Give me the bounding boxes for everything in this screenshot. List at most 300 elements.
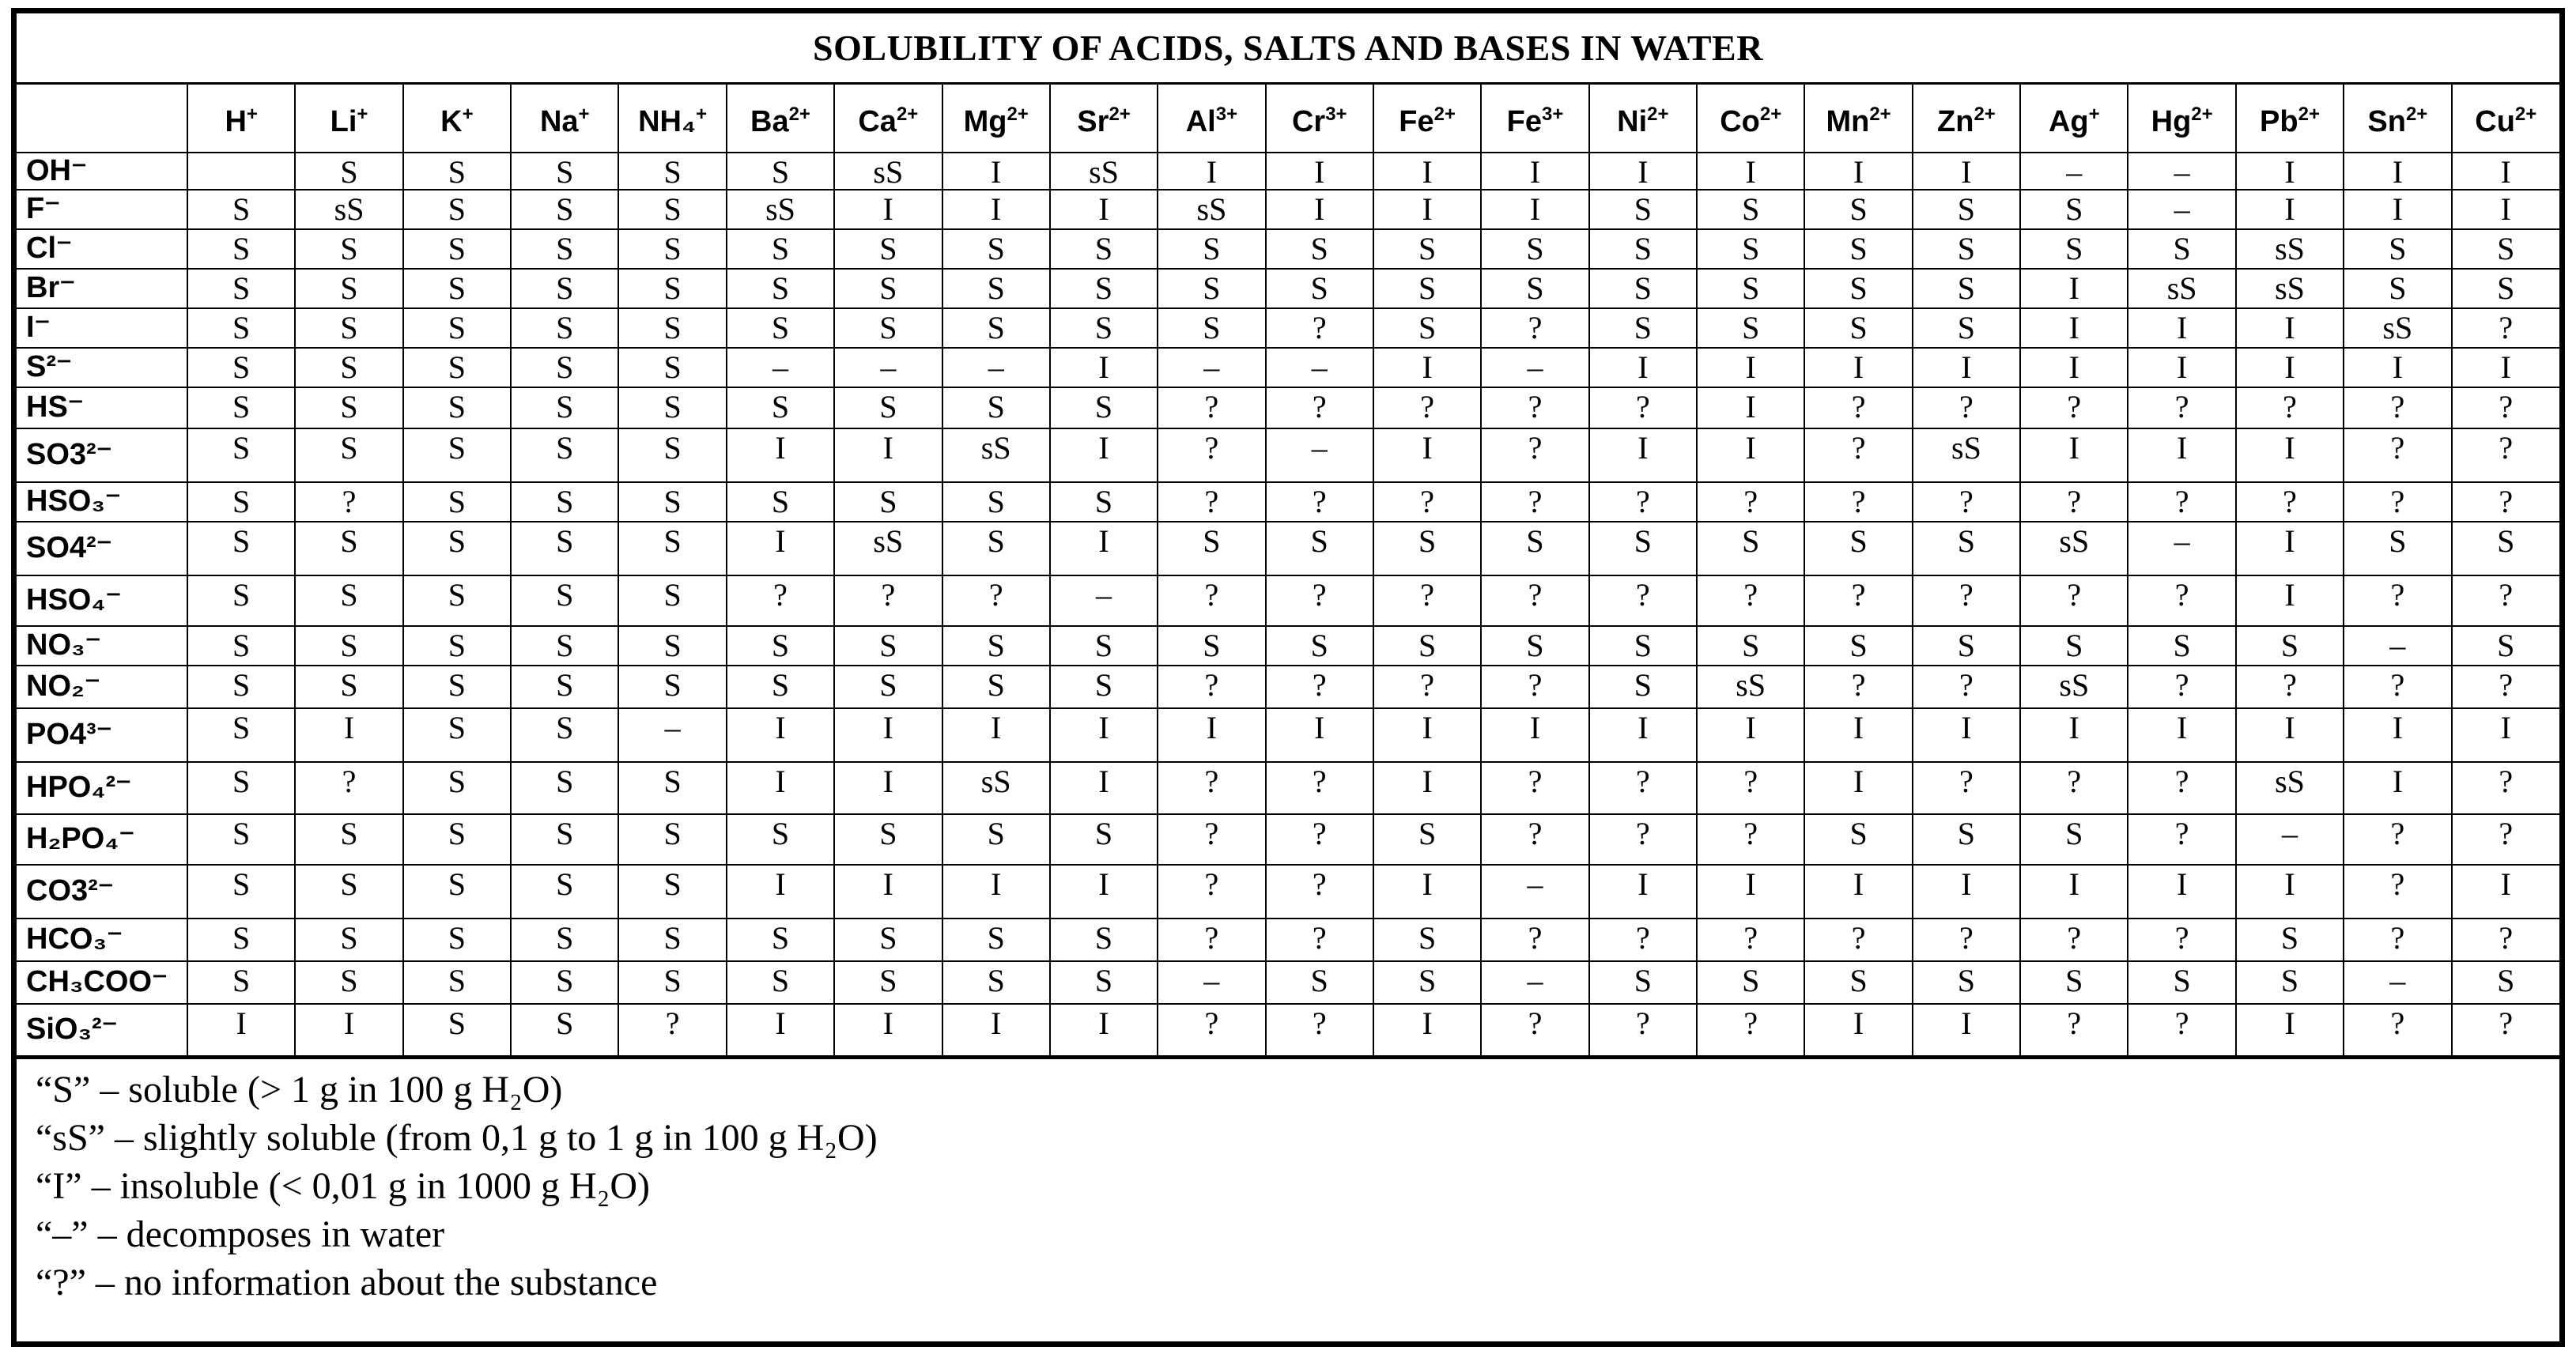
anion-label: NO₂⁻ (17, 666, 187, 708)
cation-symbol: Co (1720, 105, 1760, 139)
solubility-cell: S (403, 626, 511, 666)
solubility-cell: ? (1158, 865, 1265, 919)
solubility-cell: ? (1158, 387, 1265, 428)
solubility-cell: S (1158, 522, 1265, 575)
cation-header (2452, 85, 2559, 153)
cation-symbol: NH₄ (638, 105, 697, 139)
table-row (17, 814, 2559, 865)
solubility-cell: ? (2020, 1004, 2128, 1056)
solubility-cell: S (403, 308, 511, 348)
anion-label: NO₃⁻ (17, 626, 187, 666)
solubility-cell: I (2128, 865, 2235, 919)
solubility-cell: ? (618, 1004, 726, 1056)
table-row (17, 762, 2559, 814)
cation-header (942, 85, 1050, 153)
solubility-cell: ? (1913, 387, 2020, 428)
solubility-cell: S (2020, 814, 2128, 865)
cation-charge: + (2088, 104, 2100, 126)
solubility-cell: – (727, 348, 834, 387)
solubility-cell: S (1913, 522, 2020, 575)
solubility-cell: S (618, 626, 726, 666)
solubility-cell: – (1158, 961, 1265, 1004)
solubility-cell: S (403, 865, 511, 919)
solubility-cell: sS (2344, 308, 2451, 348)
solubility-cell: S (2452, 522, 2559, 575)
solubility-cell: ? (2128, 762, 2235, 814)
solubility-cell: S (727, 626, 834, 666)
solubility-cell: S (295, 387, 402, 428)
solubility-cell: ? (2452, 387, 2559, 428)
solubility-cell: S (1481, 269, 1588, 308)
solubility-cell: S (942, 482, 1050, 522)
solubility-cell: S (511, 428, 618, 482)
anion-label: SiO₃²⁻ (17, 1004, 187, 1056)
header-row (17, 85, 2559, 153)
solubility-cell: I (1158, 708, 1265, 762)
solubility-cell: I (727, 522, 834, 575)
solubility-cell: I (1804, 708, 1912, 762)
cation-header (1481, 85, 1588, 153)
solubility-cell: ? (1481, 482, 1588, 522)
solubility-cell: ? (1804, 387, 1912, 428)
solubility-cell: S (511, 1004, 618, 1056)
cation-header (1913, 85, 2020, 153)
solubility-cell: S (727, 153, 834, 190)
solubility-cell: sS (834, 153, 942, 190)
solubility-cell: S (511, 865, 618, 919)
solubility-cell: sS (1697, 666, 1804, 708)
solubility-cell: S (1481, 626, 1588, 666)
solubility-cell: S (1589, 229, 1697, 269)
solubility-cell: S (618, 229, 726, 269)
solubility-cell: ? (2344, 865, 2451, 919)
cation-symbol: Ca (858, 105, 897, 139)
table-row (17, 153, 2559, 190)
table-row (17, 308, 2559, 348)
solubility-cell: ? (1804, 666, 1912, 708)
solubility-cell: I (2452, 865, 2559, 919)
solubility-cell: ? (2344, 919, 2451, 961)
solubility-cell: I (1804, 762, 1912, 814)
solubility-cell: ? (1266, 919, 1373, 961)
cation-symbol: Al (1185, 105, 1216, 139)
solubility-cell: S (1373, 919, 1481, 961)
solubility-cell: I (834, 762, 942, 814)
cation-charge: 2+ (1109, 104, 1131, 126)
solubility-cell: I (942, 1004, 1050, 1056)
solubility-cell: S (1158, 626, 1265, 666)
solubility-cell: I (1373, 428, 1481, 482)
cation-header (1373, 85, 1481, 153)
cation-header (2020, 85, 2128, 153)
solubility-cell: ? (2452, 308, 2559, 348)
solubility-cell: S (834, 814, 942, 865)
solubility-cell: ? (1481, 762, 1588, 814)
solubility-cell: ? (1373, 575, 1481, 626)
solubility-cell: S (187, 387, 295, 428)
solubility-cell: S (295, 522, 402, 575)
solubility-cell: S (403, 428, 511, 482)
anion-label: CH₃COO⁻ (17, 961, 187, 1004)
solubility-cell: S (1373, 626, 1481, 666)
solubility-cell: ? (2128, 814, 2235, 865)
solubility-cell: S (511, 814, 618, 865)
solubility-cell: I (1373, 762, 1481, 814)
solubility-cell: sS (2128, 269, 2235, 308)
solubility-cell: ? (1158, 919, 1265, 961)
solubility-cell: I (2020, 708, 2128, 762)
solubility-cell: ? (2452, 1004, 2559, 1056)
table-title: SOLUBILITY OF ACIDS, SALTS AND BASES IN WATER (17, 13, 2559, 85)
cation-charge: 2+ (1647, 104, 1669, 126)
solubility-cell: S (1913, 308, 2020, 348)
solubility-cell: ? (1913, 666, 2020, 708)
solubility-cell: I (1913, 1004, 2020, 1056)
cation-charge: 2+ (1974, 104, 1996, 126)
solubility-cell: ? (1804, 919, 1912, 961)
solubility-cell: I (1697, 865, 1804, 919)
solubility-cell: S (1373, 814, 1481, 865)
solubility-cell: S (727, 666, 834, 708)
anion-label: F⁻ (17, 190, 187, 229)
cation-header (1804, 85, 1912, 153)
solubility-cell: ? (1697, 919, 1804, 961)
solubility-cell: I (2020, 269, 2128, 308)
solubility-cell: I (727, 1004, 834, 1056)
solubility-cell: I (1804, 348, 1912, 387)
solubility-cell: ? (727, 575, 834, 626)
cation-charge: 2+ (1433, 104, 1456, 126)
solubility-cell: S (187, 762, 295, 814)
solubility-cell: I (2020, 308, 2128, 348)
solubility-cell: I (1589, 348, 1697, 387)
solubility-cell: S (295, 626, 402, 666)
solubility-cell: ? (2020, 575, 2128, 626)
solubility-cell: ? (1266, 575, 1373, 626)
anion-label: CO3²⁻ (17, 865, 187, 919)
solubility-cell: S (1050, 919, 1158, 961)
solubility-cell: S (403, 919, 511, 961)
solubility-cell: S (1913, 229, 2020, 269)
solubility-cell: ? (2344, 1004, 2451, 1056)
solubility-cell: ? (2020, 387, 2128, 428)
solubility-cell: S (187, 348, 295, 387)
solubility-cell: S (1589, 308, 1697, 348)
solubility-cell: S (2452, 269, 2559, 308)
solubility-cell: S (727, 269, 834, 308)
solubility-cell: – (1481, 961, 1588, 1004)
cation-header (295, 85, 402, 153)
solubility-cell: S (2236, 626, 2344, 666)
solubility-cell: ? (2344, 575, 2451, 626)
solubility-cell: ? (1266, 762, 1373, 814)
solubility-cell: S (511, 482, 618, 522)
solubility-cell: S (187, 865, 295, 919)
solubility-cell: – (1158, 348, 1265, 387)
cation-charge: 3+ (1325, 104, 1347, 126)
solubility-cell: S (295, 666, 402, 708)
solubility-cell: S (295, 153, 402, 190)
solubility-cell: ? (1266, 865, 1373, 919)
solubility-cell: ? (1913, 762, 2020, 814)
solubility-cell: S (1697, 308, 1804, 348)
solubility-cell: I (2020, 865, 2128, 919)
solubility-cell: S (834, 269, 942, 308)
solubility-cell: ? (1804, 428, 1912, 482)
solubility-cell: ? (834, 575, 942, 626)
table-row (17, 1004, 2559, 1056)
solubility-cell: ? (2452, 482, 2559, 522)
solubility-cell: S (618, 522, 726, 575)
solubility-cell: ? (2128, 666, 2235, 708)
solubility-cell: S (1050, 229, 1158, 269)
cation-header (618, 85, 726, 153)
anion-label: HSO₄⁻ (17, 575, 187, 626)
solubility-cell: sS (1050, 153, 1158, 190)
solubility-cell: S (618, 575, 726, 626)
solubility-cell: sS (2236, 229, 2344, 269)
solubility-cell: I (1373, 1004, 1481, 1056)
solubility-cell: S (727, 308, 834, 348)
solubility-cell: ? (1697, 575, 1804, 626)
anion-label: H₂PO₄⁻ (17, 814, 187, 865)
solubility-cell: – (834, 348, 942, 387)
solubility-cell: S (834, 229, 942, 269)
cation-charge: 2+ (2191, 104, 2213, 126)
anion-label: PO4³⁻ (17, 708, 187, 762)
solubility-cell (187, 153, 295, 190)
solubility-cell: S (1697, 522, 1804, 575)
solubility-cell: S (187, 308, 295, 348)
solubility-cell: ? (1589, 762, 1697, 814)
solubility-cell: S (1913, 961, 2020, 1004)
solubility-cell: S (942, 522, 1050, 575)
cation-charge: 2+ (1869, 104, 1891, 126)
solubility-cell: I (2344, 190, 2451, 229)
solubility-cell: S (403, 708, 511, 762)
solubility-cell: ? (1158, 762, 1265, 814)
solubility-cell: S (1050, 387, 1158, 428)
solubility-cell: S (618, 762, 726, 814)
solubility-cell: S (2020, 961, 2128, 1004)
solubility-cell: S (187, 666, 295, 708)
solubility-cell: I (834, 865, 942, 919)
solubility-cell: S (1697, 229, 1804, 269)
solubility-cell: – (1050, 575, 1158, 626)
solubility-cell: S (1481, 229, 1588, 269)
anion-label: SO4²⁻ (17, 522, 187, 575)
table-row (17, 575, 2559, 626)
solubility-cell: I (727, 865, 834, 919)
cation-header (2236, 85, 2344, 153)
solubility-cell: S (1266, 961, 1373, 1004)
solubility-cell: sS (2020, 666, 2128, 708)
solubility-cell: ? (2344, 666, 2451, 708)
solubility-cell: S (187, 919, 295, 961)
cation-symbol: Ag (2048, 105, 2089, 139)
solubility-cell: I (1589, 153, 1697, 190)
anion-label: Br⁻ (17, 269, 187, 308)
solubility-cell: S (511, 919, 618, 961)
solubility-cell: – (1481, 865, 1588, 919)
solubility-table-frame (11, 8, 2565, 1347)
solubility-cell: S (1373, 229, 1481, 269)
cation-symbol: Ba (750, 105, 789, 139)
solubility-cell: ? (295, 762, 402, 814)
solubility-cell: I (1697, 348, 1804, 387)
solubility-cell: ? (1158, 482, 1265, 522)
solubility-cell: ? (2236, 666, 2344, 708)
anion-label: HSO₃⁻ (17, 482, 187, 522)
solubility-cell: S (1373, 522, 1481, 575)
solubility-cell: ? (2128, 575, 2235, 626)
solubility-cell: I (1697, 153, 1804, 190)
cation-charge: 2+ (2405, 104, 2428, 126)
solubility-cell: S (187, 961, 295, 1004)
solubility-cell: S (187, 190, 295, 229)
solubility-cell: sS (942, 762, 1050, 814)
solubility-cell: ? (1266, 387, 1373, 428)
solubility-cell: I (2452, 190, 2559, 229)
legend (17, 1057, 2559, 1307)
solubility-cell: I (1913, 865, 2020, 919)
solubility-cell: ? (1589, 814, 1697, 865)
solubility-cell: I (1913, 153, 2020, 190)
solubility-cell: S (1804, 961, 1912, 1004)
solubility-cell: ? (1266, 482, 1373, 522)
solubility-cell: sS (295, 190, 402, 229)
solubility-cell: ? (1373, 482, 1481, 522)
table-row (17, 865, 2559, 919)
cation-symbol: Zn (1937, 105, 1974, 139)
solubility-cell: S (1589, 666, 1697, 708)
solubility-cell: sS (1913, 428, 2020, 482)
cation-symbol: Na (539, 105, 579, 139)
solubility-cell: sS (2236, 762, 2344, 814)
solubility-cell: ? (1481, 666, 1588, 708)
solubility-cell: I (834, 1004, 942, 1056)
solubility-cell: – (2128, 522, 2235, 575)
anion-label: OH⁻ (17, 153, 187, 190)
solubility-cell: I (1804, 865, 1912, 919)
solubility-cell: – (1266, 348, 1373, 387)
cation-symbol: Sr (1077, 105, 1109, 139)
solubility-cell: ? (1804, 575, 1912, 626)
anion-label: Cl⁻ (17, 229, 187, 269)
cation-charge: 2+ (788, 104, 810, 126)
solubility-cell: ? (2452, 762, 2559, 814)
table-row (17, 190, 2559, 229)
table-row (17, 387, 2559, 428)
cation-charge: 2+ (2514, 104, 2537, 126)
legend-item: “S” – soluble (> 1 g in 100 g H₂O) (36, 1069, 563, 1111)
solubility-cell: S (2344, 229, 2451, 269)
solubility-cell: ? (1373, 387, 1481, 428)
solubility-cell: S (1913, 190, 2020, 229)
solubility-cell: S (403, 666, 511, 708)
solubility-cell: ? (2452, 575, 2559, 626)
solubility-cell: S (942, 919, 1050, 961)
anion-label: I⁻ (17, 308, 187, 348)
solubility-cell: S (403, 575, 511, 626)
solubility-cell: – (2128, 153, 2235, 190)
solubility-cell: S (942, 229, 1050, 269)
solubility-cell: ? (1589, 387, 1697, 428)
solubility-cell: I (295, 1004, 402, 1056)
solubility-cell: I (1050, 428, 1158, 482)
solubility-cell: S (403, 229, 511, 269)
solubility-cell: S (1913, 814, 2020, 865)
solubility-cell: I (1589, 865, 1697, 919)
solubility-cell: S (1804, 269, 1912, 308)
solubility-cell: S (2236, 961, 2344, 1004)
solubility-cell: I (1913, 708, 2020, 762)
table-row (17, 229, 2559, 269)
solubility-cell: S (618, 919, 726, 961)
solubility-cell: ? (1266, 308, 1373, 348)
cation-symbol: Cu (2475, 105, 2515, 139)
solubility-cell: S (1804, 190, 1912, 229)
solubility-cell: S (511, 387, 618, 428)
solubility-cell: S (1266, 626, 1373, 666)
solubility-cell: ? (1481, 575, 1588, 626)
solubility-cell: S (1050, 308, 1158, 348)
solubility-cell: ? (1697, 762, 1804, 814)
solubility-cell: S (1589, 522, 1697, 575)
solubility-cell: I (1481, 190, 1588, 229)
cation-header (2344, 85, 2451, 153)
solubility-cell: S (511, 961, 618, 1004)
solubility-cell: S (1589, 626, 1697, 666)
solubility-cell: S (942, 814, 1050, 865)
solubility-cell: I (2020, 348, 2128, 387)
solubility-cell: I (1697, 387, 1804, 428)
solubility-cell: S (834, 387, 942, 428)
solubility-cell: I (2452, 348, 2559, 387)
solubility-cell: ? (2452, 666, 2559, 708)
cation-header (403, 85, 511, 153)
solubility-cell: S (618, 153, 726, 190)
solubility-cell: I (1697, 708, 1804, 762)
solubility-cell: S (727, 387, 834, 428)
solubility-cell: S (403, 348, 511, 387)
solubility-cell: – (942, 348, 1050, 387)
solubility-cell: S (618, 814, 726, 865)
legend-item: “I” – insoluble (< 0,01 g in 1000 g H₂O) (36, 1165, 651, 1207)
solubility-cell: S (1697, 190, 1804, 229)
solubility-cell: S (295, 865, 402, 919)
solubility-cell: ? (1481, 814, 1588, 865)
solubility-cell: S (295, 428, 402, 482)
solubility-cell: ? (1697, 814, 1804, 865)
cation-symbol: Mg (963, 105, 1007, 139)
solubility-cell: I (1050, 1004, 1158, 1056)
solubility-cell: S (834, 482, 942, 522)
solubility-cell: sS (834, 522, 942, 575)
solubility-cell: ? (1481, 428, 1588, 482)
solubility-cell: S (1158, 308, 1265, 348)
solubility-cell: S (187, 522, 295, 575)
solubility-cell: – (1481, 348, 1588, 387)
solubility-cell: S (511, 762, 618, 814)
solubility-cell: I (2236, 348, 2344, 387)
table-row (17, 626, 2559, 666)
table-row (17, 919, 2559, 961)
solubility-cell: I (2128, 708, 2235, 762)
solubility-cell: S (1050, 626, 1158, 666)
solubility-cell: ? (1804, 482, 1912, 522)
solubility-cell: I (727, 708, 834, 762)
